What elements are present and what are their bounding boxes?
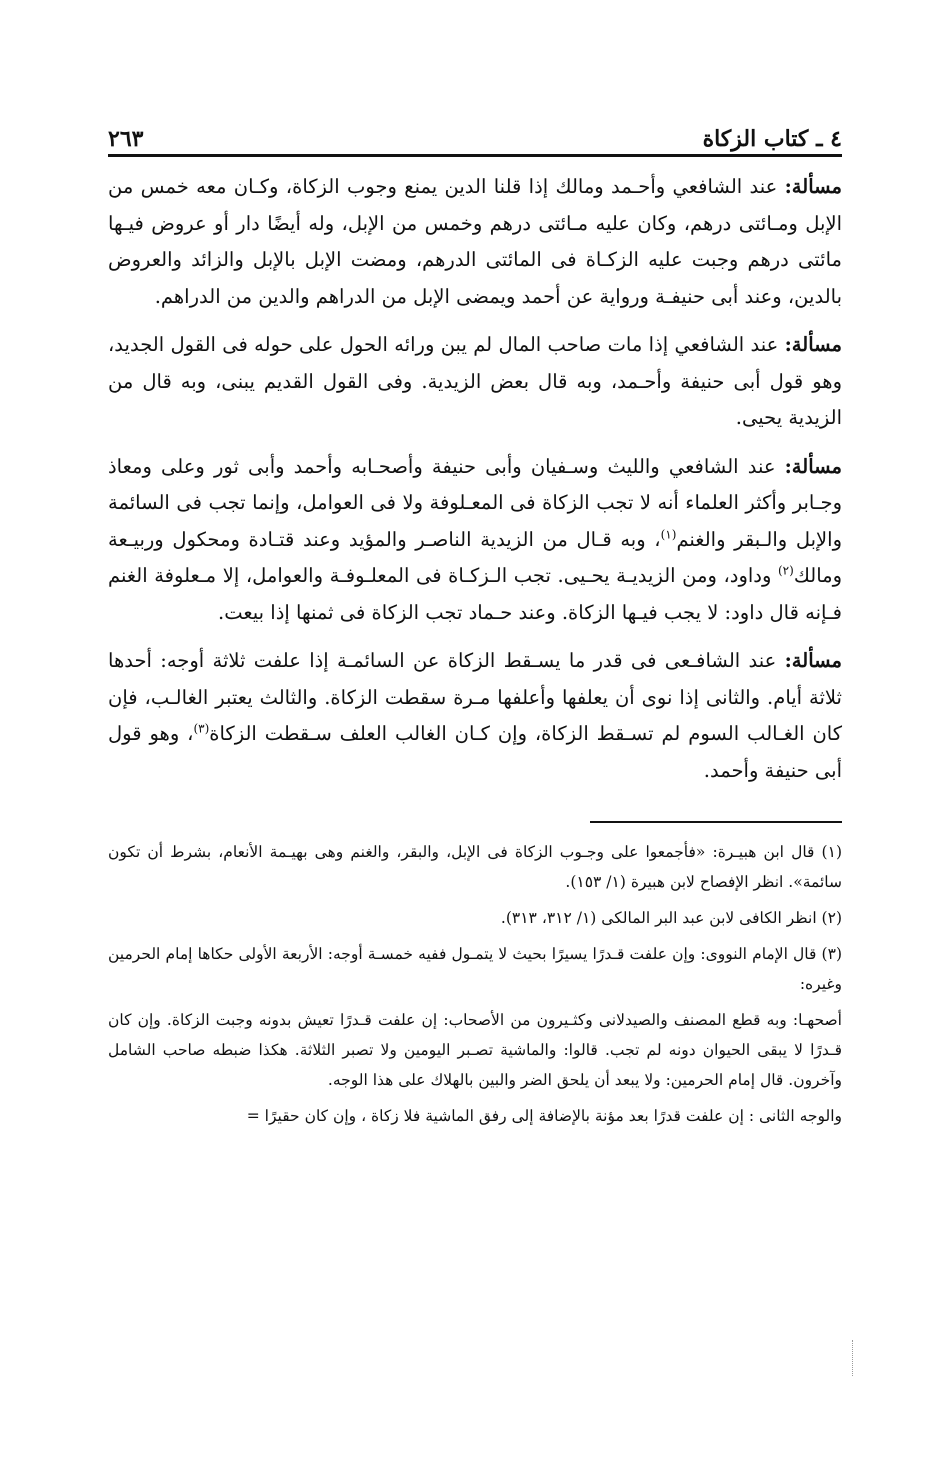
paragraph-text: عند الشافعي والليث وسـفيان وأبى حنيفة وأصحـابه وأحمد وأبى ثور وعلى ومعاذ وجـابر وأكثر العلماء أنه لا تجب الزكاة فى المعـلوفة ولا فى العوامل، وإنما تجب فى السائمة والإبل والـبقر والغنم (108, 454, 842, 551)
footnote-separator (108, 821, 842, 823)
issue-label: مسألة: (784, 649, 842, 672)
paragraph-text: عند الشافعي وأحـمد ومالك إذا قلنا الدين يمنع وجوب الزكاة، وكـان معه خمس من الإبل ومـائتى درهم، وكان عليه مـائتى درهم وخمس من الإبل، وله أيضًا دار أو عروض فيـها مائتى درهم وجبت عليه الزكـاة فى المائتى الدرهم، ومضت الإبل بالإبل والزائد والعروض بالدين، وعند أبى حنيفـة ورواية عن أحمد ويمضى الإبل من الدراهم والدين من الدراهم. (108, 175, 842, 308)
paragraph-4 (108, 643, 842, 789)
issue-label: مسألة: (784, 175, 842, 198)
footnote-3-second-aspect: والوجه الثانى : إن علفت قدرًا بعد مؤنة بالإضافة إلى رفق الماشية فلا زكاة ، وإن كان حقيرًا = (246, 1107, 842, 1125)
margin-mark (852, 1340, 855, 1376)
footnote-ref-1: (١) (660, 527, 677, 541)
footnote-rule (590, 821, 842, 823)
footnote-2: (٢) انظر الكافى لابن عبد البر المالكى (١/ ٣١٢، ٣١٣). (500, 909, 842, 927)
book-page (108, 112, 842, 1137)
page-number: ٢٦٣ (108, 126, 144, 152)
footnote-1: (١) قال ابن هبيـرة: «فأجمعوا على وجـوب الزكاة فى الإبل، والبقر، والغنم وهى بهيـمة الأنعام، بشرط أن تكون سائمة». انظر الإفصاح لابن هبيرة (١/ ١٥٣). (108, 843, 842, 891)
footnote-ref-3: (٣) (193, 721, 210, 736)
paragraph-text: ، وبه قـال من الزيدية الناصـر والمؤيد وعند قتـادة ومحكول وربيـعة ومالك (108, 527, 842, 587)
header-rule (108, 154, 842, 157)
paragraph-3 (108, 449, 842, 632)
issue-label: مسألة: (784, 333, 842, 356)
paragraph-text: عند الشافعي إذا مات صاحب المال لم يبن ورائه الحول على حوله فى القول الجديد، وهو قول أبى حنيفة وأحـمد، وبه قال بعض الزيدية. وفى القول القديم يبنى، وبه قال من الزيدية يحيى. (108, 333, 842, 429)
footnotes (108, 837, 842, 1131)
paragraph-text: وداود، ومن الزيديـة يحـيى. تجب الـزكـاة فى المعلـوفـة والعوامل، إلا مـعلوفة الغنم فـإنه قال داود: لا يجب فيـها الزكاة. وعند حـماد تجب الزكاة فى ثمنها إذا بيعت. (108, 564, 842, 624)
main-text (108, 169, 842, 789)
paragraph-2 (108, 327, 842, 437)
footnote-ref-2: (٢) (777, 563, 794, 578)
paragraph-text: ، وهو قول أبى حنيفة وأحمد. (108, 722, 842, 782)
issue-label: مسألة: (784, 454, 842, 478)
footnote-3-continuation: أصحهـا: وبه قطع المصنف والصيدلانى وكثـيرون من الأصحاب: إن علفت قـدرًا تعيش بدونه وجبت الزكاة. وإن كان قـدرًا لا يبقى الحيوان دونه لم تجب. قالوا: والماشية تصـبر اليومين ولا تصبر الثلاثة. هكذا ضبطه صاحب الشامل وآخرون. قال إمام الحرمين: ولا يبعد أن يلحق الضر والبين بالهلاك على هذا الوجه. (108, 1011, 842, 1089)
chapter-title: ٤ ـ كتاب الزكاة (702, 126, 842, 152)
running-head (108, 112, 842, 152)
paragraph-1 (108, 169, 842, 315)
paragraph-text: عند الشافـعى فى قدر ما يسـقط الزكاة عن السائمـة إذا علفت ثلاثة أوجه: أحدها ثلاثة أيام. والثانى إذا نوى أن يعلفها وأعلفها مـرة سقطت الزكاة. والثالث يعتبر الغالـب، فإن كان الغـالب السوم لم تسـقط الزكاة، وإن كـان الغالب العلف سـقطت الزكاة (108, 649, 843, 745)
footnote-3: (٣) قال الإمام النووى: وإن علفت قـدرًا يسيرًا بحيث لا يتمـول ففيه خمسـة أوجه: الأربعة الأولى حكاها إمام الحرمين وغيره: (108, 945, 842, 993)
